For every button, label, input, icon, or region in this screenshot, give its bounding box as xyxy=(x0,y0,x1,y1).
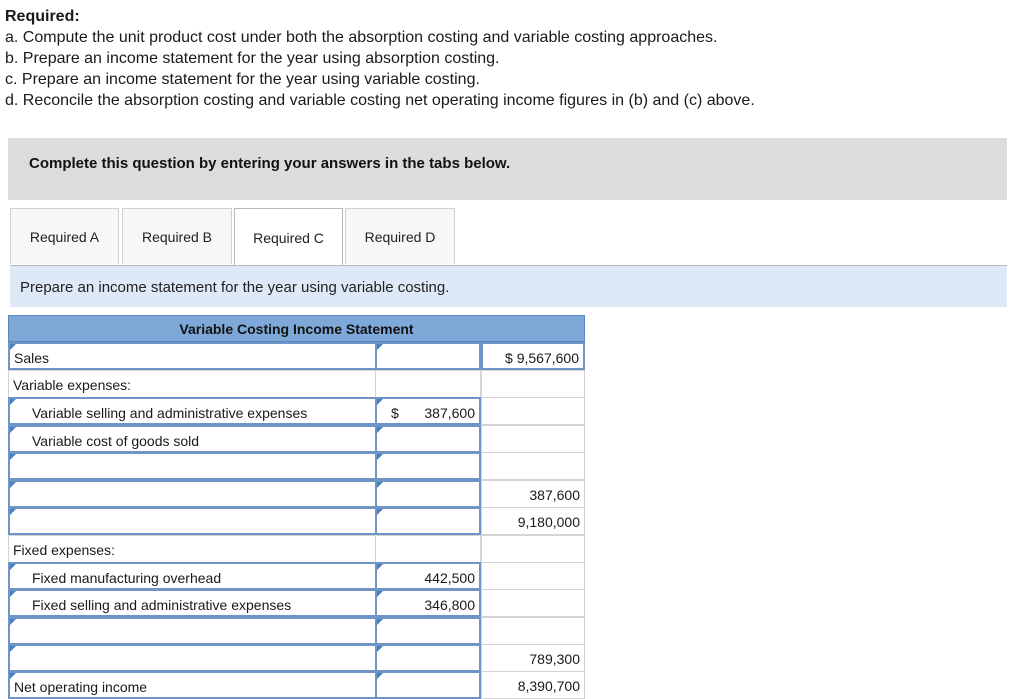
row-12-label-cell[interactable] xyxy=(8,671,377,699)
row-12-total-cell xyxy=(481,671,585,699)
total-value: 9,180,000 xyxy=(517,514,580,530)
row-7-total-cell xyxy=(481,535,585,563)
row-11-label-cell[interactable] xyxy=(8,644,377,672)
row-0-amount-input[interactable] xyxy=(375,342,481,370)
row-label: Sales xyxy=(14,350,50,366)
dropdown-marker-icon xyxy=(10,509,16,515)
dropdown-marker-icon xyxy=(10,482,16,488)
dropdown-marker-icon xyxy=(377,564,383,570)
statement-title: Variable Costing Income Statement xyxy=(8,315,585,342)
row-1-label-cell xyxy=(8,370,377,398)
dropdown-marker-icon xyxy=(377,427,383,433)
tab-required-b[interactable]: Required B xyxy=(122,208,232,264)
dropdown-marker-icon xyxy=(10,591,16,597)
row-1-total-cell xyxy=(481,370,585,398)
row-label: Variable selling and administrative expenses xyxy=(32,405,308,421)
row-2-amount-input[interactable] xyxy=(375,397,481,425)
dropdown-marker-icon xyxy=(377,646,383,652)
dropdown-marker-icon xyxy=(10,564,16,570)
total-value: $ 9,567,600 xyxy=(505,350,579,366)
row-12-amount-input[interactable] xyxy=(375,671,481,699)
row-7-label-cell xyxy=(8,535,377,563)
row-5-label-cell[interactable] xyxy=(8,480,377,508)
required-item-d: d. Reconcile the absorption costing and variable costing net operating income figures in (b) and (c) above. xyxy=(5,92,755,109)
instructions-banner xyxy=(8,138,1007,200)
row-8-label-cell[interactable] xyxy=(8,562,377,590)
row-10-total-cell xyxy=(481,617,585,645)
tab-required-d[interactable]: Required D xyxy=(345,208,455,264)
row-9-total-cell xyxy=(481,589,585,617)
banner-text: Complete this question by entering your answers in the tabs below. xyxy=(29,155,511,172)
dropdown-marker-icon xyxy=(377,509,383,515)
row-label: Fixed selling and administrative expenses xyxy=(32,597,292,613)
row-label: Fixed expenses: xyxy=(13,542,115,558)
total-value: 387,600 xyxy=(529,487,580,503)
row-6-total-cell xyxy=(481,507,585,535)
row-3-amount-input[interactable] xyxy=(375,425,481,453)
dropdown-marker-icon xyxy=(10,399,16,405)
row-11-amount-input[interactable] xyxy=(375,644,481,672)
row-6-label-cell[interactable] xyxy=(8,507,377,535)
amount-value: 442,500 xyxy=(424,570,475,586)
dropdown-marker-icon xyxy=(377,344,383,350)
currency-symbol: $ xyxy=(391,405,399,421)
required-item-a: a. Compute the unit product cost under both the absorption costing and variable costing approaches. xyxy=(5,29,718,46)
dropdown-marker-icon xyxy=(377,673,383,679)
row-label: Net operating income xyxy=(14,679,148,695)
row-5-total-cell xyxy=(481,480,585,508)
dropdown-marker-icon xyxy=(10,454,16,460)
row-4-amount-input[interactable] xyxy=(375,452,481,480)
required-section xyxy=(5,6,755,111)
dropdown-marker-icon xyxy=(10,427,16,433)
amount-value: 387,600 xyxy=(424,405,475,421)
tab-required-a[interactable]: Required A xyxy=(10,208,119,264)
income-statement xyxy=(8,315,585,698)
dropdown-marker-icon xyxy=(377,399,383,405)
row-3-total-cell xyxy=(481,425,585,453)
tab-bar xyxy=(10,208,1007,266)
row-4-label-cell[interactable] xyxy=(8,452,377,480)
row-7-amount-input xyxy=(375,535,481,563)
row-5-amount-input[interactable] xyxy=(375,480,481,508)
dropdown-marker-icon xyxy=(10,646,16,652)
dropdown-marker-icon xyxy=(377,619,383,625)
row-11-total-cell xyxy=(481,644,585,672)
row-2-total-cell xyxy=(481,397,585,425)
row-0-label-cell[interactable] xyxy=(8,342,377,370)
row-10-amount-input[interactable] xyxy=(375,617,481,645)
tab-required-c[interactable]: Required C xyxy=(234,208,343,266)
dropdown-marker-icon xyxy=(10,619,16,625)
row-8-amount-input[interactable] xyxy=(375,562,481,590)
row-label: Variable cost of goods sold xyxy=(32,433,200,449)
row-2-label-cell[interactable] xyxy=(8,397,377,425)
row-9-amount-input[interactable] xyxy=(375,589,481,617)
required-item-b: b. Prepare an income statement for the year using absorption costing. xyxy=(5,50,500,67)
row-3-label-cell[interactable] xyxy=(8,425,377,453)
row-4-total-cell xyxy=(481,452,585,480)
row-6-amount-input[interactable] xyxy=(375,507,481,535)
row-1-amount-input xyxy=(375,370,481,398)
dropdown-marker-icon xyxy=(377,482,383,488)
total-value: 789,300 xyxy=(529,651,580,667)
required-title: Required: xyxy=(5,8,80,25)
required-item-c: c. Prepare an income statement for the year using variable costing. xyxy=(5,71,480,88)
row-9-label-cell[interactable] xyxy=(8,589,377,617)
row-label: Variable expenses: xyxy=(13,377,132,393)
instruction-bar xyxy=(10,266,1007,307)
row-10-label-cell[interactable] xyxy=(8,617,377,645)
row-8-total-cell xyxy=(481,562,585,590)
dropdown-marker-icon xyxy=(377,591,383,597)
amount-value: 346,800 xyxy=(424,597,475,613)
row-label: Fixed manufacturing overhead xyxy=(32,570,222,586)
instruction-text: Prepare an income statement for the year using variable costing. xyxy=(20,279,450,296)
total-value: 8,390,700 xyxy=(517,678,580,694)
dropdown-marker-icon xyxy=(377,454,383,460)
row-0-total-cell xyxy=(481,342,585,370)
